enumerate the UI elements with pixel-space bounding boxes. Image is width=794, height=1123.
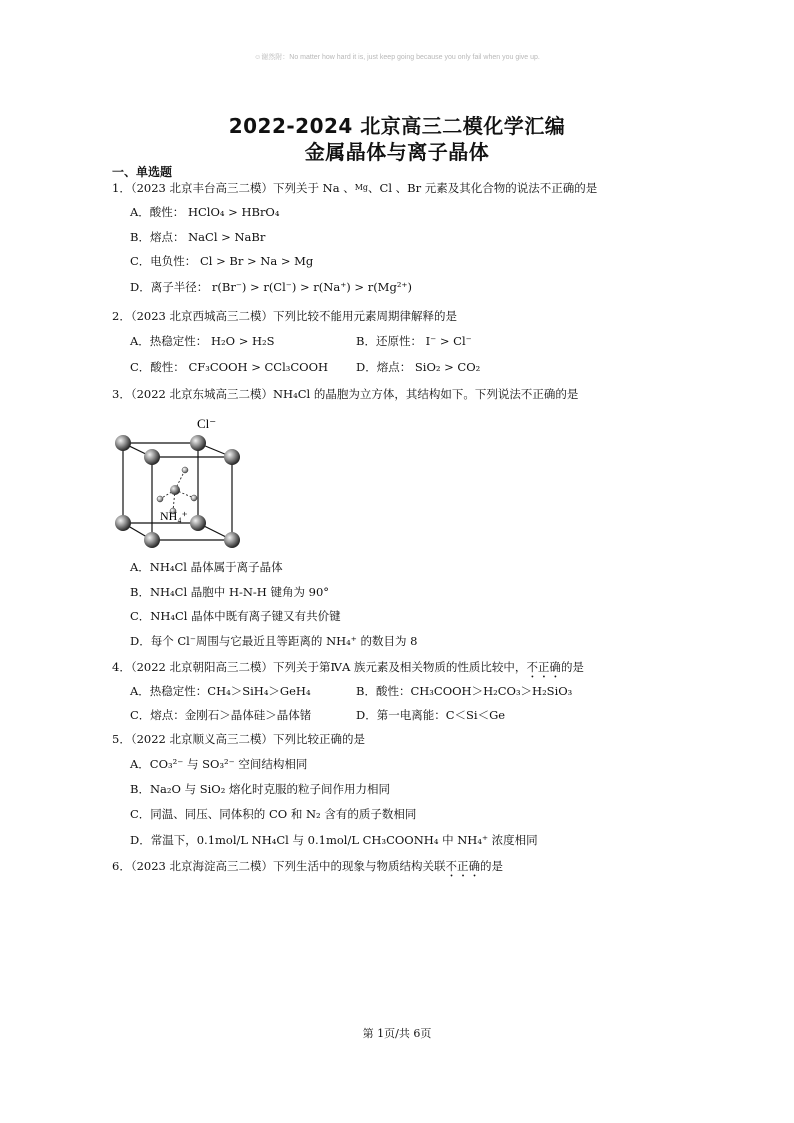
q3-option-b: B．NH₄Cl 晶胞中 H-N-H 键角为 90° — [130, 585, 330, 599]
doc-subtitle: 金属晶体与离子晶体 — [304, 140, 490, 164]
doc-title: 2022-2024 北京高三二模化学汇编 — [228, 114, 566, 138]
q1-option-c: C．电负性： Cl > Br > Na > Mg — [130, 254, 314, 268]
question-5-stem: 5．（2022 北京顺义高三二模）下列比较正确的是 — [112, 732, 365, 746]
ammonium-ion — [157, 467, 197, 514]
question-3-stem: 3．（2022 北京东城高三二模）NH₄Cl 的晶胞为立方体，其结构如下。下列说法不正确的是 — [112, 387, 579, 401]
q4-option-b: B．酸性：CH₃COOH＞H₂CO₃＞H₂SiO₃ — [356, 684, 573, 698]
q2-option-b: B．还原性： I⁻ > Cl⁻ — [356, 334, 472, 348]
cl-ion — [224, 449, 240, 465]
question-4-stem: 4．（2022 北京朝阳高三二模）下列关于第ⅣA 族元素及相关物质的性质比较中，不正确的是 — [112, 660, 584, 674]
q3-option-d: D．每个 Cl⁻周围与它最近且等距离的 NH₄⁺ 的数目为 8 — [130, 634, 418, 648]
q2-option-c: C．酸性： CF₃COOH > CCl₃COOH — [130, 360, 329, 374]
q5-option-a: A．CO₃²⁻ 与 SO₃²⁻ 空间结构相同 — [130, 757, 308, 771]
q1-option-b: B．熔点： NaCl > NaBr — [130, 230, 266, 244]
cl-ion — [190, 515, 206, 531]
question-1-stem: 1．（2023 北京丰台高三二模）下列关于 Na 、Mg、Cl 、Br 元素及其化合物的说法不正确的是 — [112, 181, 598, 195]
q5-option-b: B．Na₂O 与 SiO₂ 熔化时克服的粒子间作用力相同 — [130, 782, 390, 796]
cl-ion — [224, 532, 240, 548]
q1-option-a: A．酸性： HClO₄ > HBrO₄ — [130, 205, 280, 219]
q3-option-a: A．NH₄Cl 晶体属于离子晶体 — [130, 560, 283, 574]
q3-option-c: C．NH₄Cl 晶体中既有离子键又有共价键 — [130, 609, 341, 623]
question-2-stem: 2．（2023 北京西城高三二模）下列比较不能用元素周期律解释的是 — [112, 309, 457, 323]
nh4-label: NH₄⁺ — [160, 509, 188, 523]
cl-ion — [115, 515, 131, 531]
q2-option-d: D．熔点： SiO₂ > CO₂ — [356, 360, 481, 374]
q4-option-c: C．熔点：金刚石＞晶体硅＞晶体锗 — [130, 708, 312, 722]
watermark: ☺谢然附：No matter how hard it is, just keep going because you only fail when you give up. — [254, 54, 540, 61]
q5-option-c: C．同温、同压、同体积的 CO 和 N₂ 含有的质子数相同 — [130, 807, 417, 821]
question-6-stem: 6．（2023 北京海淀高三二模）下列生活中的现象与物质结构关联不正确的是 — [112, 859, 503, 873]
cl-ion — [115, 435, 131, 451]
cl-ion — [190, 435, 206, 451]
page-footer: 第 1页/共 6页 — [362, 1027, 432, 1040]
q4-option-d: D．第一电离能：C＜Si＜Ge — [356, 708, 506, 722]
q2-option-a: A．热稳定性： H₂O > H₂S — [130, 334, 275, 348]
cl-ion — [144, 449, 160, 465]
q5-option-d: D．常温下，0.1mol/L NH₄Cl 与 0.1mol/L CH₃COONH₄ 中 NH₄⁺ 浓度相同 — [130, 833, 538, 847]
cl-label: Cl⁻ — [197, 416, 217, 431]
q4-option-a: A．热稳定性：CH₄＞SiH₄＞GeH₄ — [130, 684, 311, 698]
q1-option-d: D．离子半径： r(Br⁻) > r(Cl⁻) > r(Na⁺) > r(Mg²⁺) — [130, 280, 412, 294]
section-heading: 一、单选题 — [112, 165, 173, 179]
cl-ion — [144, 532, 160, 548]
nh4cl-unit-cell-figure — [105, 410, 255, 555]
